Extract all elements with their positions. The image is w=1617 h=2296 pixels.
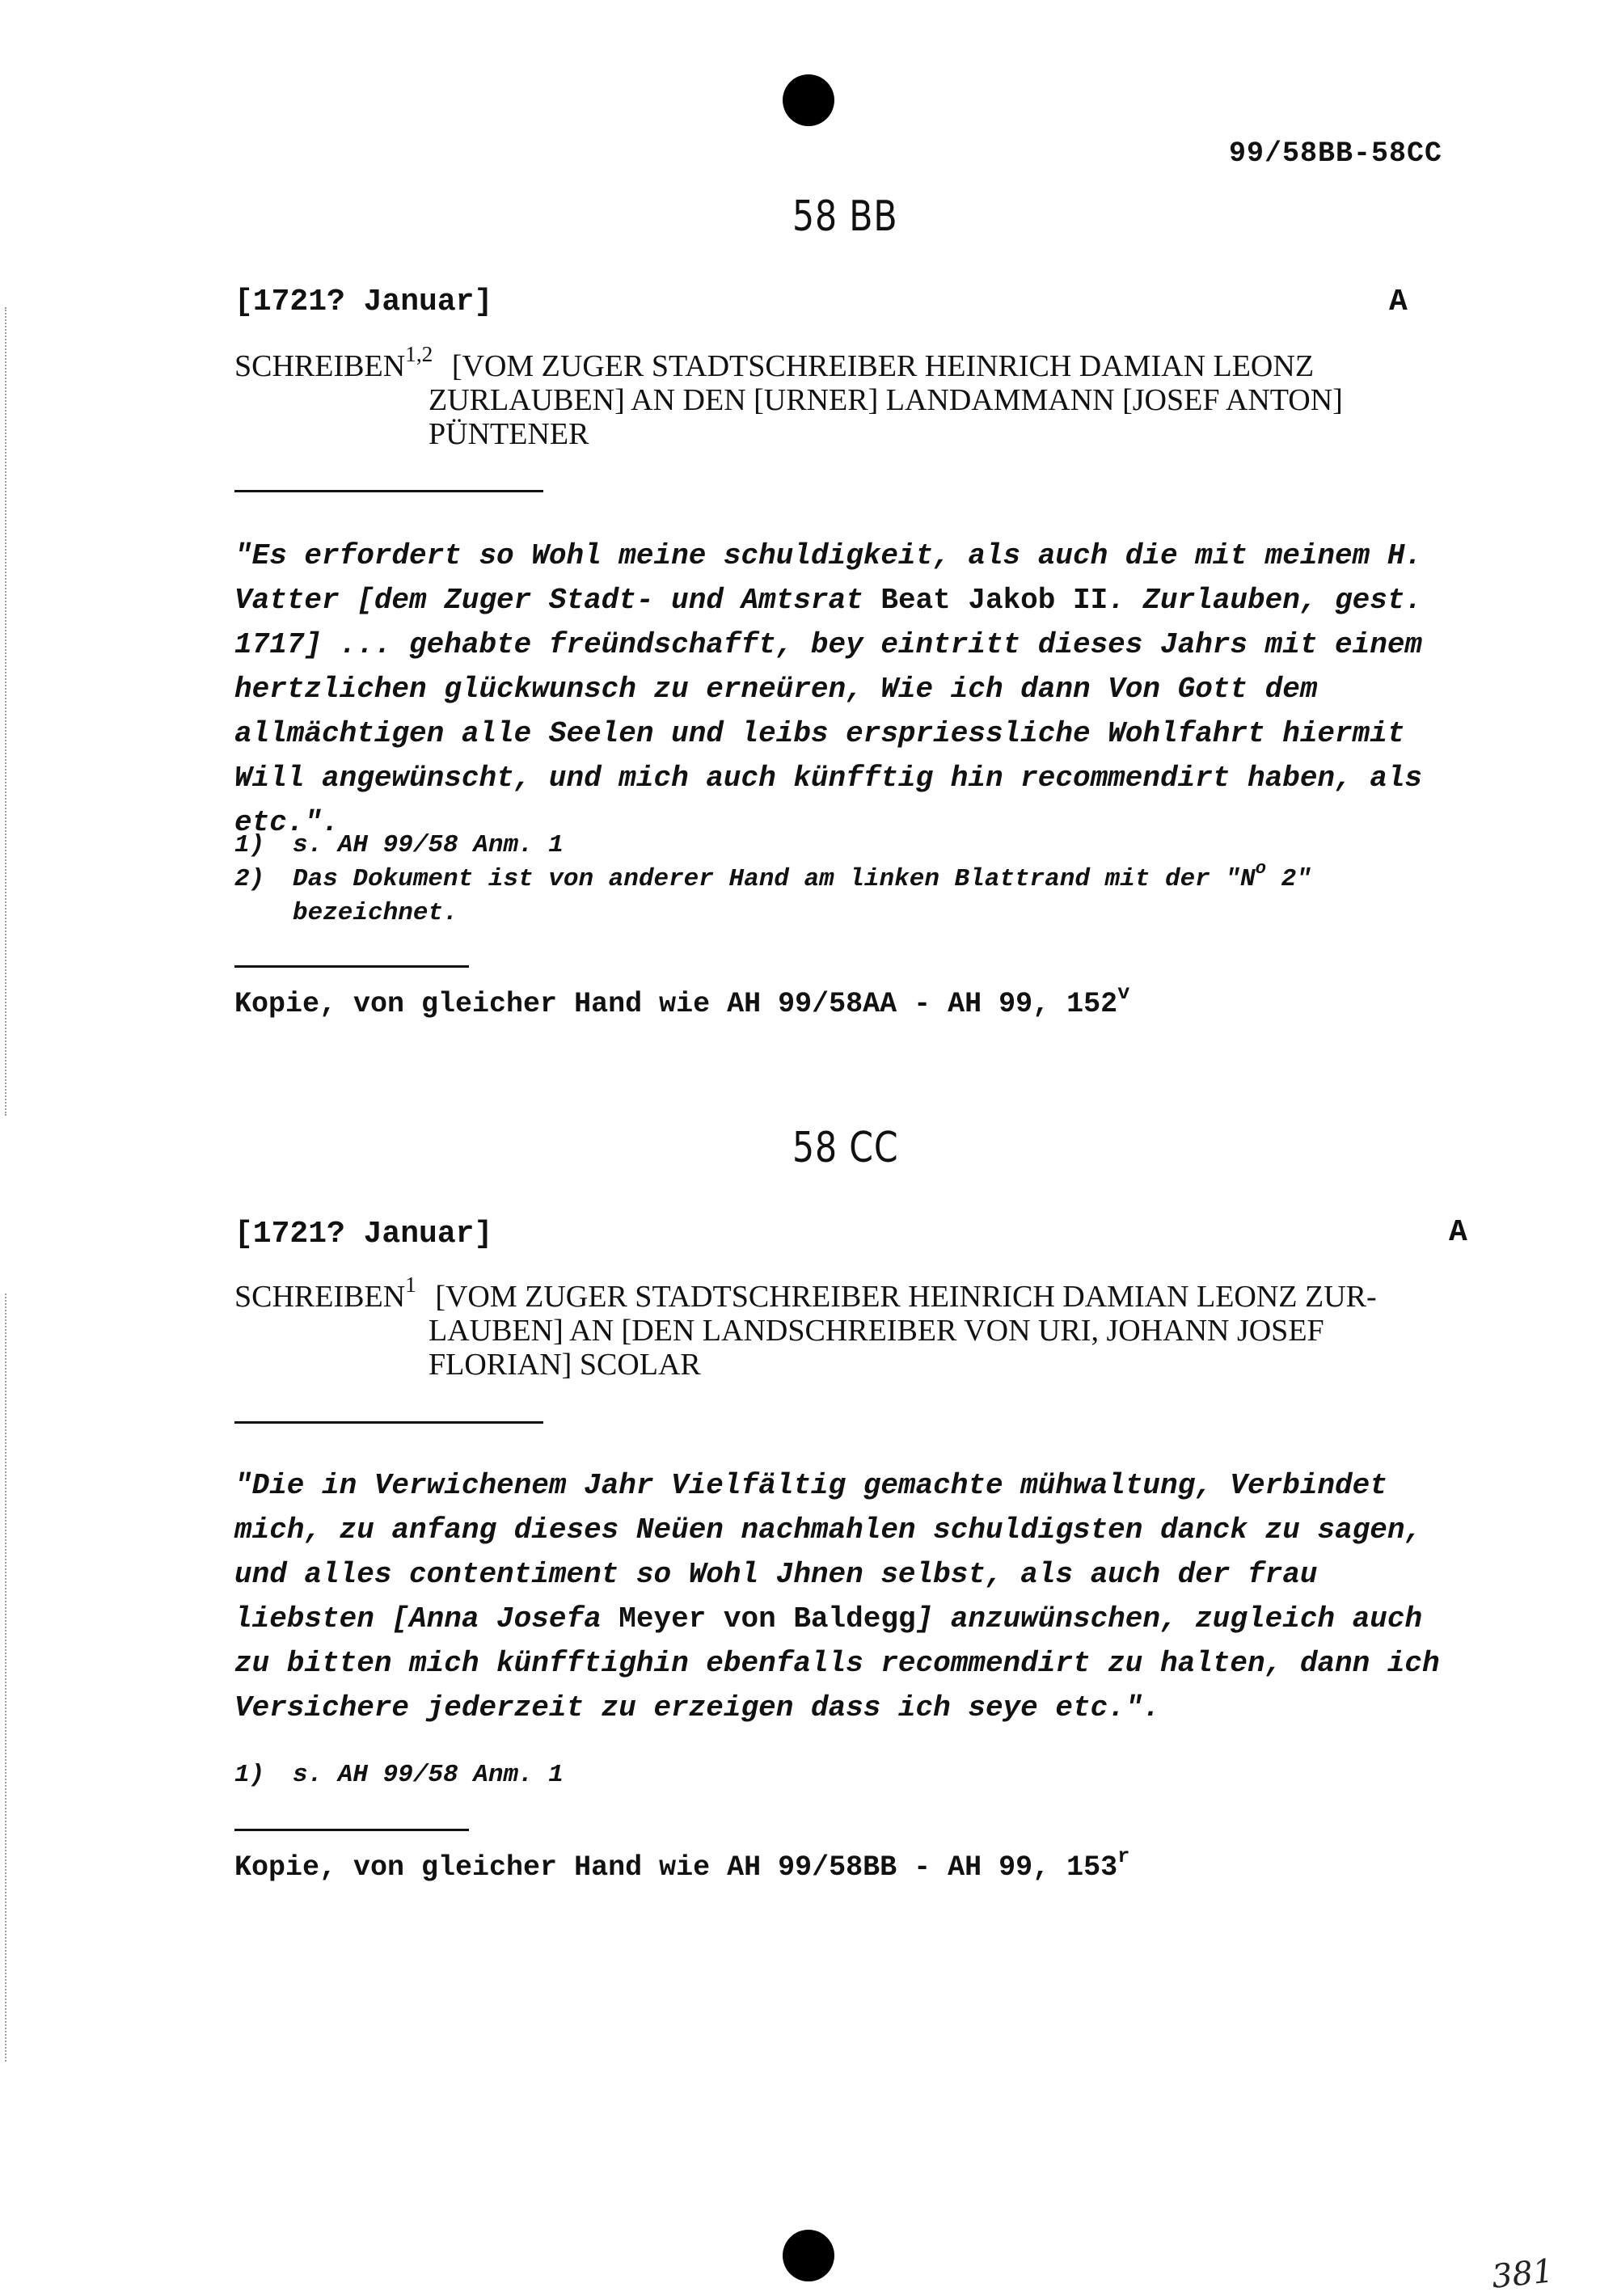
heading-text: [VOM ZUGER STADTSCHREIBER HEINRICH DAMIAN LEONZ [451, 349, 1315, 383]
separator-rule [234, 1421, 543, 1424]
source-line: Kopie, von gleicher Hand wie AH 99/58AA - AH 99, 152$^v$ [234, 981, 1130, 1020]
entry-mark: A [1389, 285, 1408, 319]
heading-word: SCHREIBEN [234, 349, 406, 383]
footnote: 1) s. AH 99/58 Anm. 1 [234, 831, 564, 859]
entry-number: 58 CC [792, 1124, 899, 1172]
entry-quote: "Die in Verwichenem Jahr Vielfältig gemachte mühwaltung, Verbindet mich, zu anfang dieses Neüen nachmahlen schuldigsten danck zu sagen, und alles contentiment so Wohl Jhnen selbst, als auch der frau liebsten [Anna Josefa Meyer von Baldegg] anzuwünschen, zugleich auch zu bitten mich künfftighin ebenfalls recommendirt zu halten, dann ich Versichere jederzeit zu erzeigen dass ich seye etc.". [234, 1469, 1440, 1724]
heading-line-3: FLORIAN] SCOLAR [429, 1348, 701, 1382]
heading-text: [VOM ZUGER STADTSCHREIBER HEINRICH DAMIAN LEONZ ZUR- [435, 1280, 1377, 1314]
heading-line-2: LAUBEN] AN [DEN LANDSCHREIBER VON URI, JOHANN JOSEF [429, 1314, 1324, 1348]
punch-hole-bottom [783, 2230, 834, 2281]
heading-footnote-ref: 1 [405, 1273, 416, 1298]
footnote: 1) s. AH 99/58 Anm. 1 [234, 1761, 564, 1789]
scan-margin-artifact [5, 1294, 11, 2062]
punch-hole-top [783, 74, 834, 126]
footnote: 2) Das Dokument ist von anderer Hand am linken Blattrand mit der "$N^o$ 2" bezeichnet. [234, 858, 1311, 927]
entry-number: 58 BB [792, 192, 898, 241]
document-ref-code: 99/58BB-58CC [1229, 137, 1443, 170]
footnotes [234, 829, 1463, 931]
heading-line-1 [234, 342, 1463, 383]
footnotes [234, 1758, 1463, 1792]
separator-rule [234, 965, 469, 968]
bold-name: Beat Jakob II [880, 584, 1108, 617]
entry-heading [234, 342, 1463, 454]
scan-margin-artifact [5, 307, 11, 1116]
entry-date: [1721? Januar] [234, 1217, 493, 1251]
heading-line-3: PÜNTENER [429, 417, 589, 451]
source-line: Kopie, von gleicher Hand wie AH 99/58BB - AH 99, 153$^r$ [234, 1844, 1130, 1884]
entry-mark: A [1449, 1215, 1467, 1250]
heading-line-2: ZURLAUBEN] AN DEN [URNER] LANDAMMANN [JOSEF ANTON] [429, 383, 1343, 417]
page-number: 381 [1489, 2252, 1556, 2296]
heading-line-1 [234, 1273, 1496, 1314]
entry-quote: "Es erfordert so Wohl meine schuldigkeit, als auch die mit meinem H. Vatter [dem Zuger Stadt- und Amtsrat Beat Jakob II. Zurlauben, gest. 1717] ... gehabte freündschafft, bey eintritt dieses Jahrs mit einem hertzlichen glückwunsch zu erneüren, Wie ich dann Von Gott dem allmächtigen alle Seelen und leibs erspriessliche Wohlfahrt hiermit Will angewünscht, und mich auch künfftig hin recommendirt haben, als etc.". [234, 539, 1423, 839]
separator-rule [234, 1829, 469, 1831]
entry-date: [1721? Januar] [234, 285, 493, 319]
entry-heading [234, 1273, 1496, 1385]
heading-word: SCHREIBEN [234, 1280, 406, 1314]
separator-rule [234, 490, 543, 492]
heading-footnote-ref: 1,2 [405, 342, 433, 367]
bold-name: Meyer von Baldegg [619, 1602, 916, 1635]
folio-suffix: v [1117, 981, 1130, 1005]
folio-suffix: r [1117, 1844, 1130, 1868]
